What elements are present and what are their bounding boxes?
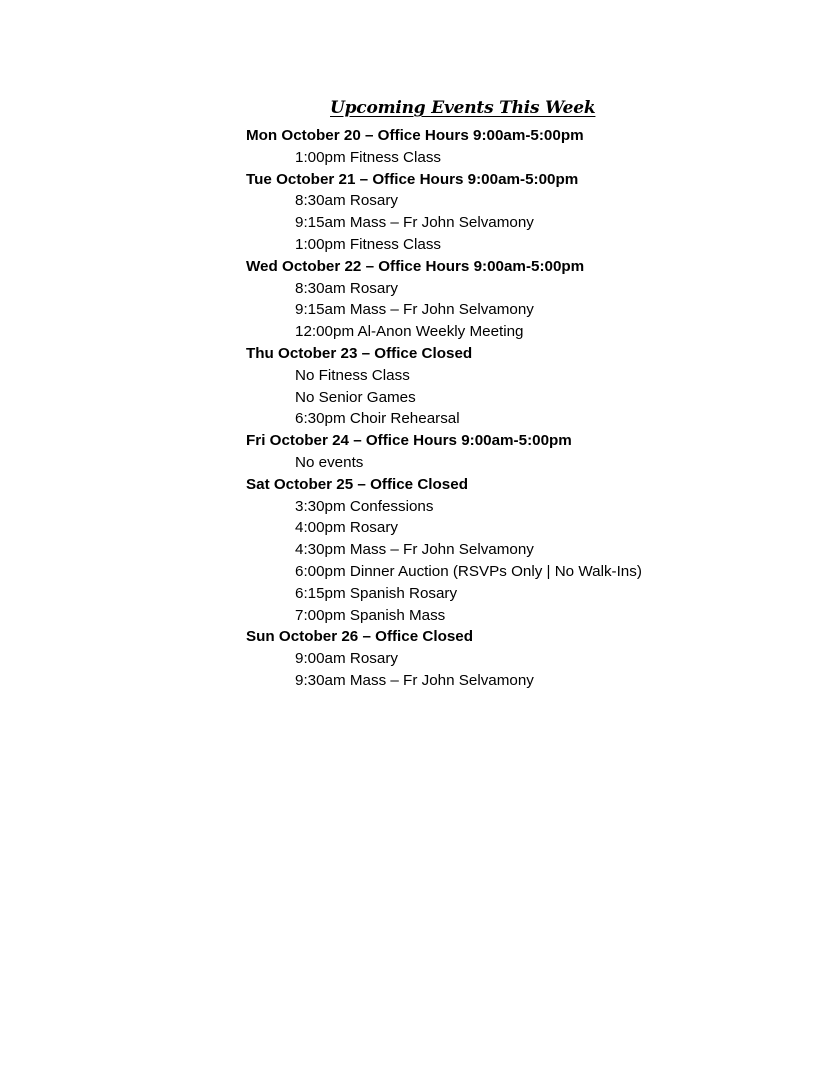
day-events [246, 452, 642, 474]
event-item: No events [295, 453, 364, 471]
page-title: Upcoming Events This Week [330, 98, 596, 118]
day-heading: Wed October 22 – Office Hours 9:00am-5:00pm [246, 257, 585, 275]
day-section [246, 169, 642, 256]
event-item: No Fitness Class [295, 366, 410, 384]
event-item: 3:30pm Confessions [295, 497, 434, 515]
event-item: 8:30am Rosary [295, 279, 398, 297]
day-heading: Thu October 23 – Office Closed [246, 344, 473, 362]
event-item: 9:15am Mass – Fr John Selvamony [295, 301, 534, 319]
event-item: 9:15am Mass – Fr John Selvamony [295, 214, 534, 232]
day-heading: Tue October 21 – Office Hours 9:00am-5:00pm [246, 170, 579, 188]
day-events [246, 190, 642, 255]
day-section [246, 125, 642, 169]
event-item: 4:30pm Mass – Fr John Selvamony [295, 541, 534, 559]
event-item: 6:00pm Dinner Auction (RSVPs Only | No Walk-Ins) [295, 562, 642, 580]
day-heading: Sun October 26 – Office Closed [246, 628, 474, 646]
day-section [246, 343, 642, 430]
day-events [246, 365, 642, 430]
event-item: 4:00pm Rosary [295, 519, 398, 537]
event-item: 8:30am Rosary [295, 192, 398, 210]
event-item: 1:00pm Fitness Class [295, 148, 442, 166]
events-list [246, 125, 642, 692]
day-section [246, 430, 642, 474]
event-item: 12:00pm Al-Anon Weekly Meeting [295, 323, 524, 341]
event-item: 9:30am Mass – Fr John Selvamony [295, 671, 534, 689]
event-item: No Senior Games [295, 388, 416, 406]
day-section [246, 474, 642, 627]
event-item: 1:00pm Fitness Class [295, 235, 442, 253]
day-section [246, 256, 642, 343]
day-heading: Mon October 20 – Office Hours 9:00am-5:00pm [246, 127, 584, 144]
day-events [246, 648, 642, 692]
day-heading: Fri October 24 – Office Hours 9:00am-5:00pm [246, 432, 572, 450]
day-events [246, 278, 642, 343]
day-events [246, 496, 642, 627]
event-item: 6:15pm Spanish Rosary [295, 584, 458, 602]
event-item: 7:00pm Spanish Mass [295, 606, 446, 624]
event-item: 6:30pm Choir Rehearsal [295, 410, 460, 428]
day-events [246, 147, 642, 169]
event-item: 9:00am Rosary [295, 650, 398, 668]
day-section [246, 626, 642, 691]
day-heading: Sat October 25 – Office Closed [246, 475, 468, 493]
